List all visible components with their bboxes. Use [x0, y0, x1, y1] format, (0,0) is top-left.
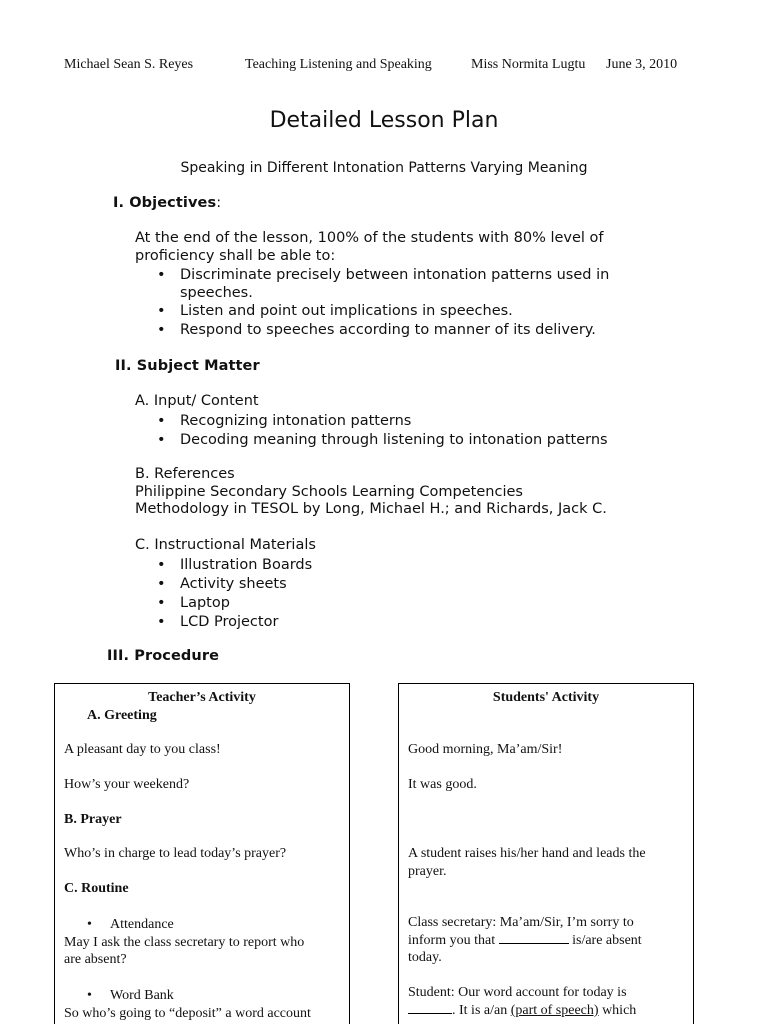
students-activity-header: Students' Activity: [492, 690, 600, 705]
list-item: • Respond to speeches according to manner of its delivery.: [135, 321, 609, 340]
students-weekend-reply: It was good.: [408, 777, 477, 792]
author-name: Michael Sean S. Reyes: [64, 57, 194, 72]
attendance-line2: are absent?: [64, 952, 127, 967]
objectives-intro-line2: proficiency shall be able to:: [135, 247, 336, 264]
students-activity-box: [398, 683, 694, 1024]
objectives-heading-text: I. Objectives: [113, 195, 217, 211]
reference-1: Philippine Secondary Schools Learning Competencies: [135, 483, 523, 500]
materials-list: [135, 556, 312, 632]
objectives-intro-line1: At the end of the lesson, 100% of the students with 80% level of: [135, 230, 604, 246]
document-date: June 3, 2010: [606, 57, 678, 72]
students-prayer-line1: A student raises his/her hand and leads the: [408, 846, 646, 861]
list-item: • Laptop: [135, 594, 312, 613]
attendance-line1: May I ask the class secretary to report who: [64, 935, 305, 950]
input-content-list: [135, 412, 608, 449]
objectives-heading: I. Objectives:: [113, 195, 222, 211]
secretary-line2-start: inform you that: [408, 933, 496, 948]
teacher-prayer-question: Who’s in charge to lead today’s prayer?: [64, 846, 287, 861]
teacher-greeting-line: A pleasant day to you class!: [64, 742, 221, 757]
course-name: Teaching Listening and Speaking: [245, 57, 432, 72]
list-item: • Listen and point out implications in speeches.: [135, 302, 609, 321]
wordbank-reply-line2-end: which: [602, 1003, 637, 1018]
wordbank-line1: So who’s going to “deposit” a word account: [64, 1006, 311, 1021]
secretary-line3: today.: [408, 950, 442, 965]
teacher-weekend-question: How’s your weekend?: [64, 777, 190, 792]
references-heading: B. References: [135, 466, 235, 482]
objective-1-line1: • Discriminate precisely between intonation patterns used in: [180, 267, 610, 283]
page-title: Detailed Lesson Plan: [269, 108, 499, 133]
greeting-heading: A. Greeting: [87, 708, 157, 723]
part-of-speech-text: (part of speech): [510, 1003, 599, 1018]
students-prayer-line2: prayer.: [408, 864, 447, 879]
objectives-intro: [135, 230, 604, 265]
wordbank-label: Word Bank: [110, 988, 174, 1003]
reference-2: Methodology in TESOL by Long, Michael H.; and Richards, Jack C.: [135, 501, 607, 517]
instructor-name: Miss Normita Lugtu: [471, 57, 586, 72]
page-subtitle: Speaking in Different Intonation Patterns Varying Meaning: [180, 160, 588, 176]
secretary-line2-end: is/are absent: [572, 933, 642, 948]
students-greeting-reply: Good morning, Ma’am/Sir!: [408, 742, 563, 757]
routine-heading: C. Routine: [64, 881, 129, 896]
procedure-heading: III. Procedure: [107, 648, 219, 664]
teacher-activity-header: Teacher’s Activity: [148, 690, 256, 705]
list-item: • Activity sheets: [135, 575, 312, 594]
wordbank-reply-line1: Student: Our word account for today is: [408, 985, 627, 1000]
wordbank-reply-line2: [408, 1002, 636, 1020]
wordbank-reply-line2-start: . It is a/an: [452, 1003, 508, 1018]
references-block: [135, 466, 607, 519]
list-item: • LCD Projector: [135, 613, 312, 632]
list-item: [135, 267, 609, 302]
word-blank: [408, 1002, 452, 1014]
objectives-list: [135, 267, 609, 339]
materials-heading: C. Instructional Materials: [135, 537, 316, 553]
attendance-label: Attendance: [110, 917, 174, 932]
subject-matter-heading: II. Subject Matter: [115, 358, 260, 374]
prayer-heading: B. Prayer: [64, 812, 122, 827]
teacher-activity-box: [54, 683, 350, 1024]
input-content-heading: A. Input/ Content: [135, 393, 259, 409]
absent-blank: [499, 932, 569, 944]
list-item: • Recognizing intonation patterns: [135, 412, 608, 431]
list-item: • Decoding meaning through listening to intonation patterns: [135, 431, 608, 450]
secretary-line1: Class secretary: Ma’am/Sir, I’m sorry to: [408, 915, 634, 930]
list-item: • Illustration Boards: [135, 556, 312, 575]
attendance-bullet: •: [87, 917, 92, 932]
secretary-line2: [408, 932, 642, 950]
objective-1-line2: speeches.: [180, 284, 253, 301]
wordbank-bullet: •: [87, 988, 92, 1003]
